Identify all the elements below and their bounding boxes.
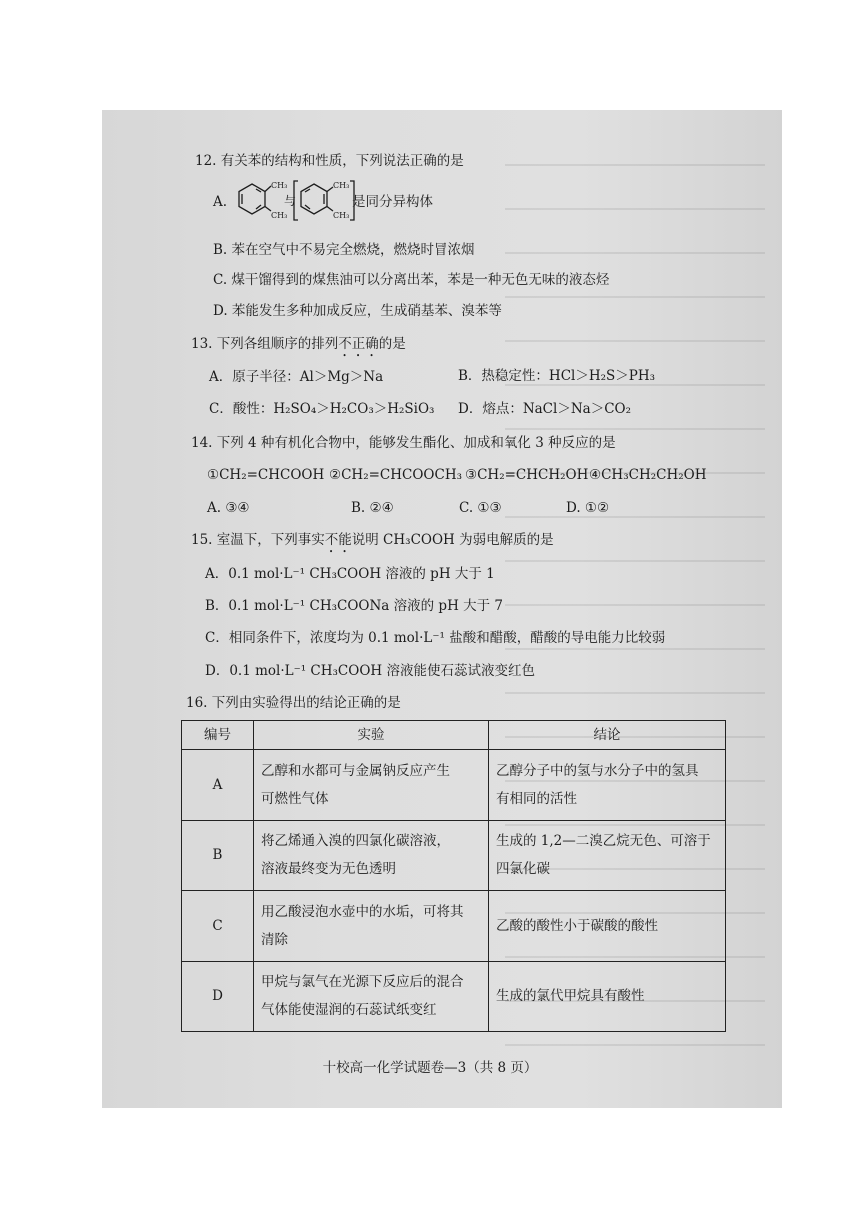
table-row	[182, 961, 726, 1032]
experiment-line: 溶液最终变为无色透明	[261, 861, 396, 878]
experiment-line: 清除	[261, 931, 288, 948]
q13-option-d: D．熔点：NaCl＞Na＞CO₂	[458, 401, 632, 417]
table-row	[182, 750, 726, 821]
q15-option-d: D．0.1 mol·L⁻¹ CH₃COOH 溶液能使石蕊试液变红色	[205, 663, 535, 679]
row-id: B	[182, 820, 254, 891]
conclusion-line: 乙酸的酸性小于碳酸的酸性	[496, 917, 658, 934]
q15-option-b: B．0.1 mol·L⁻¹ CH₃COONa 溶液的 pH 大于 7	[205, 598, 504, 614]
o-xylene-structure	[239, 184, 271, 214]
row-id: D	[182, 961, 254, 1032]
q13-stem	[191, 335, 406, 360]
q14-compound-4: ④CH₃CH₂CH₂OH	[589, 467, 707, 483]
experiment-line: 可燃性气体	[261, 790, 329, 807]
row-conclusion	[489, 820, 726, 891]
row-conclusion	[489, 891, 726, 962]
q16-table	[181, 720, 726, 1032]
q12-sub-ch3-4: CH₃	[333, 211, 350, 220]
q14-compound-1: ①CH₂=CHCOOH	[207, 467, 325, 483]
q15-stem	[191, 531, 554, 556]
q13-option-b: B．热稳定性：HCl＞H₂S＞PH₃	[458, 368, 656, 384]
page-footer: 十校高一化学试题卷—3（共 8 页）	[322, 1060, 538, 1076]
q12-option-a-mid: 与	[284, 194, 297, 208]
q12-option-a-label: A.	[213, 194, 228, 210]
q13-option-a: A．原子半径：Al＞Mg＞Na	[209, 369, 384, 385]
q12-option-b: B. 苯在空气中不易完全燃烧，燃烧时冒浓烟	[213, 242, 475, 258]
table-header-row	[182, 721, 726, 750]
row-experiment	[254, 961, 489, 1032]
conclusion-line: 生成的 1,2—二溴乙烷无色、可溶于	[496, 833, 711, 850]
q14-stem: 14. 下列 4 种有机化合物中，能够发生酯化、加成和氧化 3 种反应的是	[191, 435, 616, 451]
q14-option-b: B. ②④	[351, 500, 394, 516]
q14-option-c: C. ①③	[459, 500, 502, 516]
q12-sub-ch3-3: CH₃	[333, 181, 350, 190]
q12-option-d: D. 苯能发生多种加成反应，生成硝基苯、溴苯等	[213, 303, 502, 319]
q15-option-a: A．0.1 mol·L⁻¹ CH₃COOH 溶液的 pH 大于 1	[205, 566, 495, 582]
header-conclusion: 结论	[489, 721, 726, 750]
q12-structures	[232, 178, 357, 226]
q15-stem-post: 说明 CH₃COOH 为弱电解质的是	[351, 532, 554, 548]
q13-stem-emphasis: 不正确	[338, 336, 379, 352]
conclusion-line: 生成的氯代甲烷具有酸性	[496, 988, 645, 1005]
q14-option-d: D. ①②	[566, 500, 610, 516]
row-experiment	[254, 820, 489, 891]
experiment-line: 甲烷与氯气在光源下反应后的混合	[261, 974, 464, 991]
experiment-line: 乙醇和水都可与金属钠反应产生	[261, 762, 450, 779]
q14-option-a: A. ③④	[207, 500, 250, 516]
q13-option-c: C．酸性：H₂SO₄＞H₂CO₃＞H₂SiO₃	[209, 401, 435, 417]
experiment-line: 用乙酸浸泡水壶中的水垢，可将其	[261, 903, 464, 920]
q14-compound-2: ②CH₂=CHCOOCH₃	[329, 467, 463, 483]
row-conclusion	[489, 750, 726, 821]
q12-sub-ch3-1: CH₃	[271, 181, 288, 190]
row-id: C	[182, 891, 254, 962]
q16-stem: 16. 下列由实验得出的结论正确的是	[186, 695, 401, 711]
q14-compound-3: ③CH₂=CHCH₂OH	[465, 467, 589, 483]
q12-option-a-text: 是同分异构体	[352, 194, 433, 210]
table-row	[182, 891, 726, 962]
row-experiment	[254, 891, 489, 962]
conclusion-line: 乙醇分子中的氢与水分子中的氢具	[496, 762, 699, 779]
experiment-line: 将乙烯通入溴的四氯化碳溶液，	[261, 833, 450, 850]
header-experiment: 实验	[254, 721, 489, 750]
conclusion-line: 四氯化碳	[496, 861, 550, 878]
table-row	[182, 820, 726, 891]
q12-sub-ch3-2: CH₃	[271, 211, 288, 220]
row-id: A	[182, 750, 254, 821]
q15-option-c: C．相同条件下，浓度均为 0.1 mol·L⁻¹ 盐酸和醋酸，醋酸的导电能力比较弱	[205, 630, 666, 646]
q15-stem-emphasis: 不能	[324, 532, 352, 548]
q13-stem-post: 的是	[378, 336, 406, 352]
row-conclusion	[489, 961, 726, 1032]
q12-stem: 12. 有关苯的结构和性质，下列说法正确的是	[195, 153, 464, 169]
q12-option-c: C. 煤干馏得到的煤焦油可以分离出苯，苯是一种无色无味的液态烃	[213, 272, 610, 288]
conclusion-line: 有相同的活性	[496, 790, 577, 807]
row-experiment	[254, 750, 489, 821]
q13-stem-pre: 13. 下列各组顺序的排列	[191, 336, 339, 352]
q15-stem-pre: 15. 室温下，下列事实	[191, 532, 325, 548]
experiment-line: 气体能使湿润的石蕊试纸变红	[261, 1002, 437, 1019]
header-id: 编号	[182, 721, 254, 750]
